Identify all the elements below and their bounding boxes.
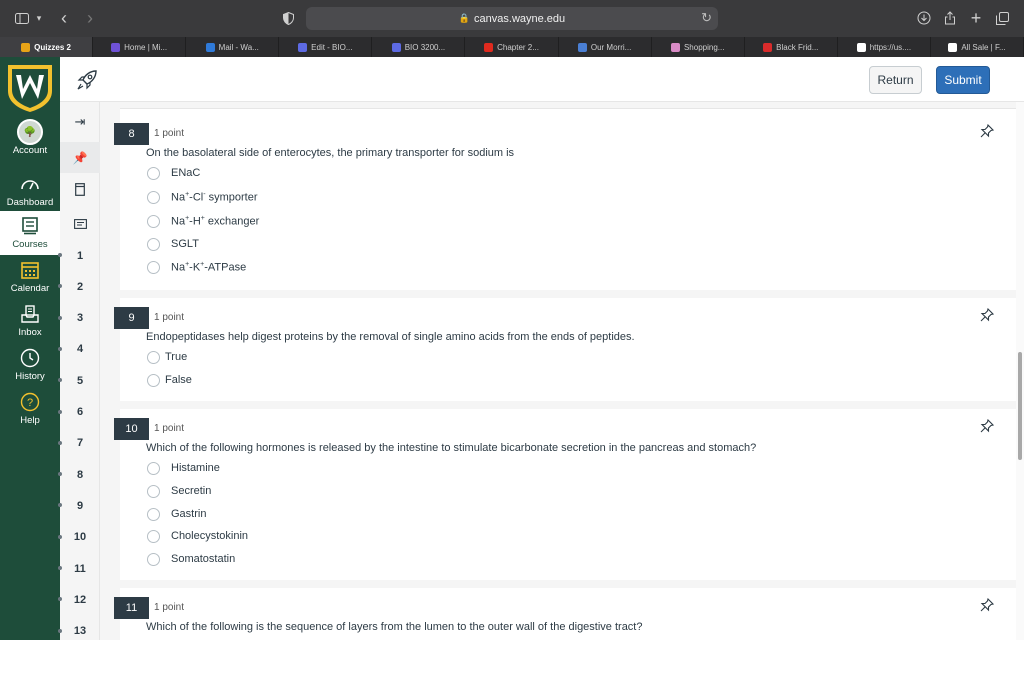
question-navigator (60, 102, 100, 640)
question-nav-item[interactable]: 12 (60, 584, 100, 615)
option-label: SGLT (171, 238, 199, 250)
nav-help[interactable] (0, 391, 60, 435)
browser-tab[interactable] (0, 37, 93, 57)
favicon-icon (206, 43, 215, 52)
back-icon[interactable]: ‹ (61, 7, 67, 28)
option-label: Histamine (171, 462, 220, 474)
browser-tab[interactable] (372, 37, 465, 57)
question-card-10 (120, 409, 1016, 580)
question-card-9 (120, 298, 1016, 401)
browser-tab[interactable] (745, 37, 838, 57)
browser-tab-label: All Sale | F... (961, 42, 1006, 52)
browser-tab-label: Our Morri... (590, 42, 632, 52)
browser-tab[interactable] (931, 37, 1024, 57)
submit-button[interactable]: Submit (936, 66, 990, 94)
option-label: Somatostatin (171, 553, 236, 565)
quiz-content (100, 102, 1016, 640)
sidebar-toggle-icon[interactable] (14, 9, 30, 27)
question-nav-item[interactable]: 1 (60, 240, 100, 271)
favicon-icon (298, 43, 307, 52)
browser-tab[interactable] (465, 37, 558, 57)
browser-tab-label: Black Frid... (776, 42, 819, 52)
favicon-icon (948, 43, 957, 52)
tab-overview-icon[interactable] (994, 9, 1010, 27)
browser-tab-bar (0, 37, 1024, 57)
answer-option[interactable] (147, 257, 246, 277)
nav-courses-label: Courses (12, 239, 48, 250)
calendar-icon (21, 259, 39, 281)
option-label: ENaC (171, 167, 201, 179)
answer-option[interactable] (147, 234, 199, 254)
dashboard-icon (20, 173, 40, 195)
answer-option[interactable] (147, 549, 235, 569)
question-points: 1 point (154, 602, 185, 613)
question-points: 1 point (154, 128, 185, 139)
pin-question-icon[interactable] (980, 419, 994, 438)
radio-button[interactable] (147, 462, 160, 475)
inbox-icon (21, 303, 39, 325)
courses-icon (22, 215, 38, 237)
browser-tab-label: Edit - BIO... (311, 42, 353, 52)
nav-history-label: History (15, 371, 45, 382)
help-icon (20, 391, 40, 413)
browser-tab-label: Home | Mi... (124, 42, 168, 52)
question-nav-item[interactable]: 6 (60, 397, 100, 428)
answer-option[interactable] (147, 504, 206, 524)
option-label: Cholecystokinin (171, 530, 249, 542)
radio-button[interactable] (147, 215, 160, 228)
favicon-icon (578, 43, 587, 52)
nav-history[interactable] (0, 347, 60, 391)
global-navigation (0, 57, 60, 689)
nav-inbox-label: Inbox (18, 327, 42, 338)
radio-button[interactable] (147, 374, 160, 387)
browser-tab[interactable] (652, 37, 745, 57)
radio-button[interactable] (147, 553, 160, 566)
browser-tab-label: Mail - Wa... (218, 42, 259, 52)
browser-tab-label: Chapter 2... (497, 42, 539, 52)
pin-question-icon[interactable] (980, 598, 994, 617)
bookmark-tool-icon[interactable] (60, 174, 100, 205)
favicon-icon (484, 43, 493, 52)
browser-tab-label: https://us.... (869, 42, 912, 52)
browser-tab-label: Quizzes 2 (34, 42, 71, 52)
rocket-icon[interactable] (76, 69, 98, 96)
answer-option[interactable] (147, 481, 211, 501)
pin-question-icon[interactable] (980, 308, 994, 327)
browser-tab[interactable] (186, 37, 279, 57)
answer-option[interactable] (147, 526, 248, 546)
favicon-icon (21, 43, 30, 52)
nav-account[interactable] (0, 121, 60, 165)
account-avatar-icon: 🌳 (17, 119, 43, 145)
lock-icon: 🔒 (458, 13, 471, 23)
nav-account-label: Account (12, 145, 48, 156)
nav-calendar-label: Calendar (10, 283, 50, 294)
answer-option[interactable] (147, 458, 220, 478)
question-text: On the basolateral side of enterocytes, the primary transporter for sodium is (146, 147, 515, 159)
option-label: Na+-H+ exchanger (171, 214, 260, 228)
question-number-badge: 8 (114, 123, 149, 145)
browser-toolbar (0, 0, 1024, 37)
option-label: Secretin (171, 485, 212, 497)
answer-option[interactable] (147, 187, 258, 207)
nav-help-label: Help (20, 415, 40, 426)
nav-dashboard-label: Dashboard (6, 197, 54, 208)
question-text: Which of the following is the sequence of layers from the lumen to the outer wall of the digestive tract? (146, 621, 643, 633)
collapse-nav-icon[interactable]: ⇤ (18, 669, 34, 689)
question-number-badge: 11 (114, 597, 149, 619)
browser-tab[interactable] (838, 37, 931, 57)
favicon-icon (392, 43, 401, 52)
reload-icon[interactable]: ↻ (701, 10, 712, 25)
url-text: canvas.wayne.edu (474, 12, 566, 25)
pin-question-icon[interactable] (980, 124, 994, 143)
nav-calendar[interactable] (0, 259, 60, 303)
browser-tab-label: Shopping... (683, 42, 725, 52)
answer-option[interactable] (147, 163, 200, 183)
question-nav-item[interactable]: 9 (60, 490, 100, 521)
question-nav-item[interactable]: 3 (60, 303, 100, 334)
question-card-8 (120, 108, 1016, 290)
nav-inbox[interactable] (0, 303, 60, 347)
question-nav-item[interactable]: 2 (60, 271, 100, 302)
nav-courses[interactable] (0, 211, 60, 255)
answer-option[interactable] (147, 347, 187, 367)
address-bar[interactable] (306, 7, 718, 30)
wayne-state-logo[interactable] (4, 61, 56, 113)
option-label: Na+-K+-ATPase (171, 260, 247, 274)
answer-option[interactable] (147, 211, 259, 231)
option-label: Na+-Cl- symporter (171, 190, 258, 204)
browser-tab[interactable] (559, 37, 652, 57)
share-icon[interactable] (942, 9, 958, 27)
forward-icon[interactable]: › (87, 7, 93, 28)
favicon-icon (763, 43, 772, 52)
radio-button[interactable] (147, 261, 160, 274)
question-nav-item[interactable]: 4 (60, 334, 100, 365)
option-label: False (165, 374, 192, 386)
svg-text:?: ? (26, 397, 34, 409)
downloads-icon[interactable] (916, 9, 932, 27)
question-text: Which of the following hormones is released by the intestine to stimulate bicarbonate secretion in the pancreas and stomach? (146, 442, 757, 454)
browser-tab[interactable] (279, 37, 372, 57)
new-tab-icon[interactable]: + (970, 7, 982, 28)
favicon-icon (671, 43, 680, 52)
radio-button[interactable] (147, 485, 160, 498)
question-nav-item[interactable]: 10 (60, 522, 100, 553)
notes-tool-icon[interactable] (60, 208, 100, 239)
browser-tab[interactable] (93, 37, 186, 57)
favicon-icon (111, 43, 120, 52)
question-number-badge: 10 (114, 418, 149, 440)
history-icon (20, 347, 40, 369)
chevron-down-icon[interactable]: ▾ (36, 12, 42, 23)
question-number-badge: 9 (114, 307, 149, 329)
option-label: Gastrin (171, 508, 207, 520)
question-nav-item[interactable]: 7 (60, 428, 100, 459)
radio-button[interactable] (147, 508, 160, 521)
option-label: True (165, 351, 188, 363)
radio-button[interactable] (147, 530, 160, 543)
question-text: Endopeptidases help digest proteins by the removal of single amino acids from the ends of peptides. (146, 331, 635, 343)
question-nav-item[interactable]: 11 (60, 553, 100, 584)
favicon-icon (857, 43, 866, 52)
answer-option[interactable] (147, 370, 192, 390)
question-card-11 (120, 588, 1016, 640)
browser-tab-label: BIO 3200... (404, 42, 446, 52)
radio-button[interactable] (147, 167, 160, 180)
page-scrollbar[interactable] (1016, 102, 1024, 640)
privacy-shield-icon[interactable] (280, 9, 296, 27)
question-nav-item[interactable]: 8 (60, 459, 100, 490)
scrollbar-thumb[interactable] (1018, 352, 1022, 460)
radio-button[interactable] (147, 351, 160, 364)
radio-button[interactable] (147, 191, 160, 204)
quiz-header (60, 57, 1024, 102)
question-points: 1 point (154, 312, 185, 323)
question-nav-item[interactable]: 5 (60, 365, 100, 396)
question-points: 1 point (154, 423, 185, 434)
radio-button[interactable] (147, 238, 160, 251)
return-button[interactable]: Return (869, 66, 922, 94)
expand-panel-icon[interactable]: ⇥ (74, 113, 86, 129)
pin-tool-icon[interactable]: 📌 (60, 142, 100, 173)
question-nav-item[interactable]: 13 (60, 616, 100, 647)
